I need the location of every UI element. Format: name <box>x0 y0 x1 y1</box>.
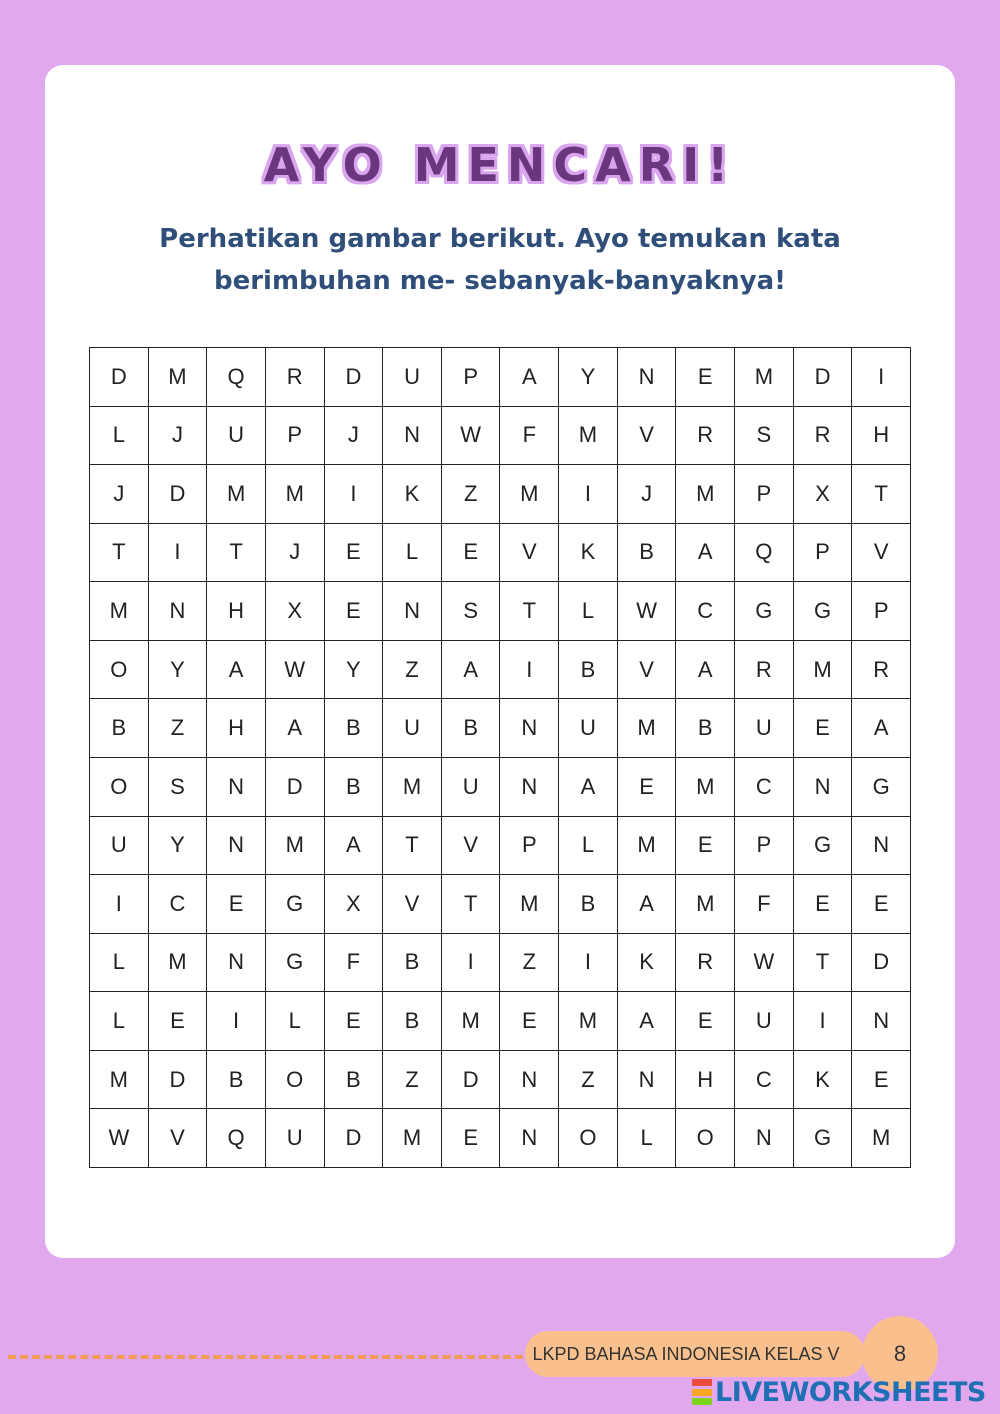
grid-cell[interactable]: I <box>559 465 618 524</box>
grid-cell[interactable]: C <box>676 582 735 641</box>
instruction-text: Perhatikan gambar berikut. Ayo temukan kata berimbuhan me- sebanyak-banyaknya! <box>159 224 841 296</box>
grid-cell[interactable]: U <box>735 699 794 758</box>
page-number: 8 <box>862 1316 938 1392</box>
grid-cell[interactable]: L <box>559 816 618 875</box>
grid-cell[interactable]: B <box>383 992 442 1051</box>
grid-cell[interactable]: J <box>617 465 676 524</box>
grid-cell[interactable]: E <box>207 875 266 934</box>
grid-cell[interactable]: P <box>265 406 324 465</box>
grid-cell[interactable]: K <box>383 465 442 524</box>
grid-cell[interactable]: N <box>383 406 442 465</box>
grid-cell[interactable]: H <box>207 582 266 641</box>
grid-cell[interactable]: E <box>852 1050 911 1109</box>
grid-cell[interactable]: E <box>324 582 383 641</box>
grid-cell[interactable]: Z <box>559 1050 618 1109</box>
grid-row <box>90 465 911 524</box>
grid-cell[interactable]: I <box>500 640 559 699</box>
grid-cell[interactable]: M <box>265 465 324 524</box>
grid-cell[interactable]: Q <box>207 1109 266 1168</box>
grid-cell[interactable]: N <box>383 582 442 641</box>
grid-cell[interactable]: N <box>500 1109 559 1168</box>
grid-cell[interactable]: D <box>852 933 911 992</box>
grid-cell[interactable]: B <box>90 699 149 758</box>
grid-cell[interactable]: I <box>852 348 911 407</box>
grid-cell[interactable]: E <box>324 992 383 1051</box>
grid-cell[interactable]: F <box>324 933 383 992</box>
grid-cell[interactable]: N <box>207 933 266 992</box>
grid-cell[interactable]: M <box>90 582 149 641</box>
grid-cell[interactable]: A <box>265 699 324 758</box>
grid-row <box>90 699 911 758</box>
grid-cell[interactable]: C <box>148 875 207 934</box>
grid-cell[interactable]: E <box>500 992 559 1051</box>
grid-cell[interactable]: M <box>441 992 500 1051</box>
grid-cell[interactable]: V <box>617 640 676 699</box>
grid-cell[interactable]: N <box>735 1109 794 1168</box>
grid-cell[interactable]: I <box>793 992 852 1051</box>
grid-cell[interactable]: A <box>324 816 383 875</box>
grid-cell[interactable]: D <box>265 757 324 816</box>
grid-cell[interactable]: B <box>559 875 618 934</box>
grid-cell[interactable]: W <box>735 933 794 992</box>
word-search-grid <box>89 347 911 1168</box>
grid-cell[interactable]: J <box>324 406 383 465</box>
grid-cell[interactable]: L <box>265 992 324 1051</box>
grid-cell[interactable]: M <box>852 1109 911 1168</box>
grid-cell[interactable]: M <box>383 1109 442 1168</box>
grid-cell[interactable]: L <box>383 523 442 582</box>
watermark-text: LIVEWORKSHEETS <box>715 1376 986 1408</box>
grid-cell[interactable]: E <box>852 875 911 934</box>
grid-cell[interactable]: E <box>676 992 735 1051</box>
grid-cell[interactable]: N <box>617 348 676 407</box>
grid-cell[interactable]: A <box>441 640 500 699</box>
grid-cell[interactable]: X <box>324 875 383 934</box>
grid-cell[interactable]: S <box>441 582 500 641</box>
grid-cell[interactable]: U <box>383 348 442 407</box>
grid-cell[interactable]: D <box>324 1109 383 1168</box>
grid-cell[interactable]: Q <box>735 523 794 582</box>
grid-cell[interactable]: Y <box>559 348 618 407</box>
grid-cell[interactable]: P <box>793 523 852 582</box>
grid-cell[interactable]: R <box>676 933 735 992</box>
grid-cell[interactable]: T <box>441 875 500 934</box>
grid-cell[interactable]: P <box>735 816 794 875</box>
grid-cell[interactable]: U <box>559 699 618 758</box>
grid-cell[interactable]: V <box>500 523 559 582</box>
grid-cell[interactable]: R <box>735 640 794 699</box>
grid-row <box>90 348 911 407</box>
grid-cell[interactable]: R <box>793 406 852 465</box>
grid-cell[interactable]: D <box>148 465 207 524</box>
grid-cell[interactable]: Z <box>383 1050 442 1109</box>
grid-cell[interactable]: U <box>383 699 442 758</box>
grid-row <box>90 757 911 816</box>
grid-cell[interactable]: I <box>90 875 149 934</box>
grid-cell[interactable]: M <box>735 348 794 407</box>
grid-cell[interactable]: B <box>207 1050 266 1109</box>
grid-cell[interactable]: R <box>265 348 324 407</box>
grid-cell[interactable]: Z <box>441 465 500 524</box>
grid-cell[interactable]: E <box>676 348 735 407</box>
grid-cell[interactable]: N <box>852 816 911 875</box>
grid-cell[interactable]: K <box>793 1050 852 1109</box>
grid-cell[interactable]: N <box>500 699 559 758</box>
grid-cell[interactable]: M <box>500 875 559 934</box>
grid-cell[interactable]: J <box>90 465 149 524</box>
grid-cell[interactable]: G <box>852 757 911 816</box>
grid-cell[interactable]: A <box>852 699 911 758</box>
grid-cell[interactable]: O <box>265 1050 324 1109</box>
grid-cell[interactable]: M <box>617 699 676 758</box>
grid-cell[interactable]: W <box>90 1109 149 1168</box>
grid-cell[interactable]: V <box>617 406 676 465</box>
grid-cell[interactable]: N <box>207 816 266 875</box>
grid-cell[interactable]: E <box>148 992 207 1051</box>
grid-cell[interactable]: V <box>383 875 442 934</box>
grid-cell[interactable]: A <box>617 992 676 1051</box>
grid-cell[interactable]: K <box>617 933 676 992</box>
grid-cell[interactable]: M <box>676 465 735 524</box>
grid-cell[interactable]: A <box>676 640 735 699</box>
grid-cell[interactable]: G <box>265 933 324 992</box>
grid-row <box>90 1050 911 1109</box>
grid-cell[interactable]: L <box>559 582 618 641</box>
grid-cell[interactable]: E <box>793 875 852 934</box>
liveworksheets-logo-icon <box>692 1379 712 1405</box>
grid-cell[interactable]: N <box>148 582 207 641</box>
grid-cell[interactable]: T <box>793 933 852 992</box>
grid-row <box>90 992 911 1051</box>
grid-cell[interactable]: N <box>500 757 559 816</box>
grid-cell[interactable]: G <box>793 1109 852 1168</box>
grid-cell[interactable]: U <box>90 816 149 875</box>
grid-cell[interactable]: I <box>324 465 383 524</box>
grid-cell[interactable]: E <box>324 523 383 582</box>
grid-cell[interactable]: W <box>441 406 500 465</box>
grid-cell[interactable]: D <box>441 1050 500 1109</box>
grid-cell[interactable]: H <box>676 1050 735 1109</box>
grid-cell[interactable]: Y <box>324 640 383 699</box>
grid-cell[interactable]: R <box>676 406 735 465</box>
grid-cell[interactable]: P <box>735 465 794 524</box>
grid-cell[interactable]: M <box>559 406 618 465</box>
grid-cell[interactable]: T <box>207 523 266 582</box>
grid-cell[interactable]: W <box>265 640 324 699</box>
grid-row <box>90 816 911 875</box>
grid-cell[interactable]: T <box>90 523 149 582</box>
footer-label: LKPD BAHASA INDONESIA KELAS V <box>525 1331 865 1377</box>
grid-row <box>90 1109 911 1168</box>
grid-cell[interactable]: D <box>148 1050 207 1109</box>
grid-cell[interactable]: R <box>852 640 911 699</box>
grid-cell[interactable]: A <box>676 523 735 582</box>
grid-cell[interactable]: X <box>265 582 324 641</box>
grid-cell[interactable]: V <box>441 816 500 875</box>
grid-row <box>90 875 911 934</box>
grid-cell[interactable]: A <box>207 640 266 699</box>
grid-cell[interactable]: U <box>735 992 794 1051</box>
grid-cell[interactable]: F <box>500 406 559 465</box>
grid-cell[interactable]: P <box>500 816 559 875</box>
grid-cell[interactable]: M <box>148 348 207 407</box>
grid-cell[interactable]: M <box>676 757 735 816</box>
grid-cell[interactable]: Y <box>148 640 207 699</box>
grid-cell[interactable]: F <box>735 875 794 934</box>
grid-row <box>90 523 911 582</box>
grid-cell[interactable]: I <box>559 933 618 992</box>
grid-cell[interactable]: T <box>852 465 911 524</box>
grid-cell[interactable]: O <box>559 1109 618 1168</box>
grid-cell[interactable]: B <box>324 1050 383 1109</box>
grid-cell[interactable]: J <box>148 406 207 465</box>
grid-cell[interactable]: N <box>617 1050 676 1109</box>
grid-cell[interactable]: T <box>383 816 442 875</box>
grid-cell[interactable]: S <box>148 757 207 816</box>
grid-cell[interactable]: B <box>324 757 383 816</box>
grid-cell[interactable]: H <box>207 699 266 758</box>
grid-cell[interactable]: L <box>617 1109 676 1168</box>
grid-cell[interactable]: N <box>852 992 911 1051</box>
grid-cell[interactable]: O <box>90 757 149 816</box>
grid-cell[interactable]: M <box>676 875 735 934</box>
grid-cell[interactable]: U <box>207 406 266 465</box>
grid-row <box>90 582 911 641</box>
grid-cell[interactable]: D <box>90 348 149 407</box>
grid-cell[interactable]: M <box>617 816 676 875</box>
grid-cell[interactable]: Z <box>148 699 207 758</box>
grid-cell[interactable]: G <box>735 582 794 641</box>
grid-cell[interactable]: T <box>500 582 559 641</box>
grid-cell[interactable]: X <box>793 465 852 524</box>
grid-cell[interactable]: M <box>148 933 207 992</box>
grid-cell[interactable]: E <box>793 699 852 758</box>
grid-cell[interactable]: M <box>90 1050 149 1109</box>
grid-cell[interactable]: H <box>852 406 911 465</box>
grid-cell[interactable]: I <box>148 523 207 582</box>
grid-cell[interactable]: Q <box>207 348 266 407</box>
grid-row <box>90 406 911 465</box>
grid-cell[interactable]: J <box>265 523 324 582</box>
grid-cell[interactable]: E <box>441 1109 500 1168</box>
grid-cell[interactable]: M <box>793 640 852 699</box>
grid-cell[interactable]: B <box>676 699 735 758</box>
page-title: AYO MENCARI! <box>263 138 737 192</box>
grid-cell[interactable]: K <box>559 523 618 582</box>
grid-cell[interactable]: N <box>500 1050 559 1109</box>
grid-cell[interactable]: B <box>324 699 383 758</box>
grid-cell[interactable]: L <box>90 992 149 1051</box>
grid-cell[interactable]: N <box>207 757 266 816</box>
grid-cell[interactable]: C <box>735 1050 794 1109</box>
grid-cell[interactable]: B <box>441 699 500 758</box>
grid-cell[interactable]: D <box>793 348 852 407</box>
grid-row <box>90 640 911 699</box>
grid-cell[interactable]: A <box>500 348 559 407</box>
grid-cell[interactable]: B <box>383 933 442 992</box>
grid-cell[interactable]: A <box>617 875 676 934</box>
grid-cell[interactable]: I <box>441 933 500 992</box>
grid-cell[interactable]: M <box>265 816 324 875</box>
grid-cell[interactable]: N <box>793 757 852 816</box>
grid-cell[interactable]: B <box>617 523 676 582</box>
grid-cell[interactable]: U <box>441 757 500 816</box>
grid-cell[interactable]: O <box>676 1109 735 1168</box>
grid-cell[interactable]: E <box>617 757 676 816</box>
grid-cell[interactable]: A <box>559 757 618 816</box>
grid-cell[interactable]: V <box>852 523 911 582</box>
grid-cell[interactable]: L <box>90 933 149 992</box>
grid-cell[interactable]: B <box>559 640 618 699</box>
grid-cell[interactable]: M <box>559 992 618 1051</box>
liveworksheets-watermark <box>692 1376 986 1408</box>
grid-cell[interactable]: G <box>793 582 852 641</box>
grid-cell[interactable]: Y <box>148 816 207 875</box>
grid-cell[interactable]: G <box>265 875 324 934</box>
dashed-divider <box>8 1355 523 1359</box>
grid-cell[interactable]: D <box>324 348 383 407</box>
grid-cell[interactable]: L <box>90 406 149 465</box>
grid-row <box>90 933 911 992</box>
grid-cell[interactable]: W <box>617 582 676 641</box>
grid-cell[interactable]: V <box>148 1109 207 1168</box>
grid-cell[interactable]: M <box>207 465 266 524</box>
grid-cell[interactable]: I <box>207 992 266 1051</box>
grid-cell[interactable]: G <box>793 816 852 875</box>
grid-cell[interactable]: E <box>441 523 500 582</box>
grid-cell[interactable]: S <box>735 406 794 465</box>
grid-cell[interactable]: M <box>500 465 559 524</box>
grid-cell[interactable]: Z <box>500 933 559 992</box>
grid-cell[interactable]: M <box>383 757 442 816</box>
grid-cell[interactable]: Z <box>383 640 442 699</box>
grid-cell[interactable]: E <box>676 816 735 875</box>
grid-cell[interactable]: C <box>735 757 794 816</box>
grid-cell[interactable]: O <box>90 640 149 699</box>
grid-cell[interactable]: P <box>441 348 500 407</box>
grid-cell[interactable]: U <box>265 1109 324 1168</box>
grid-cell[interactable]: P <box>852 582 911 641</box>
